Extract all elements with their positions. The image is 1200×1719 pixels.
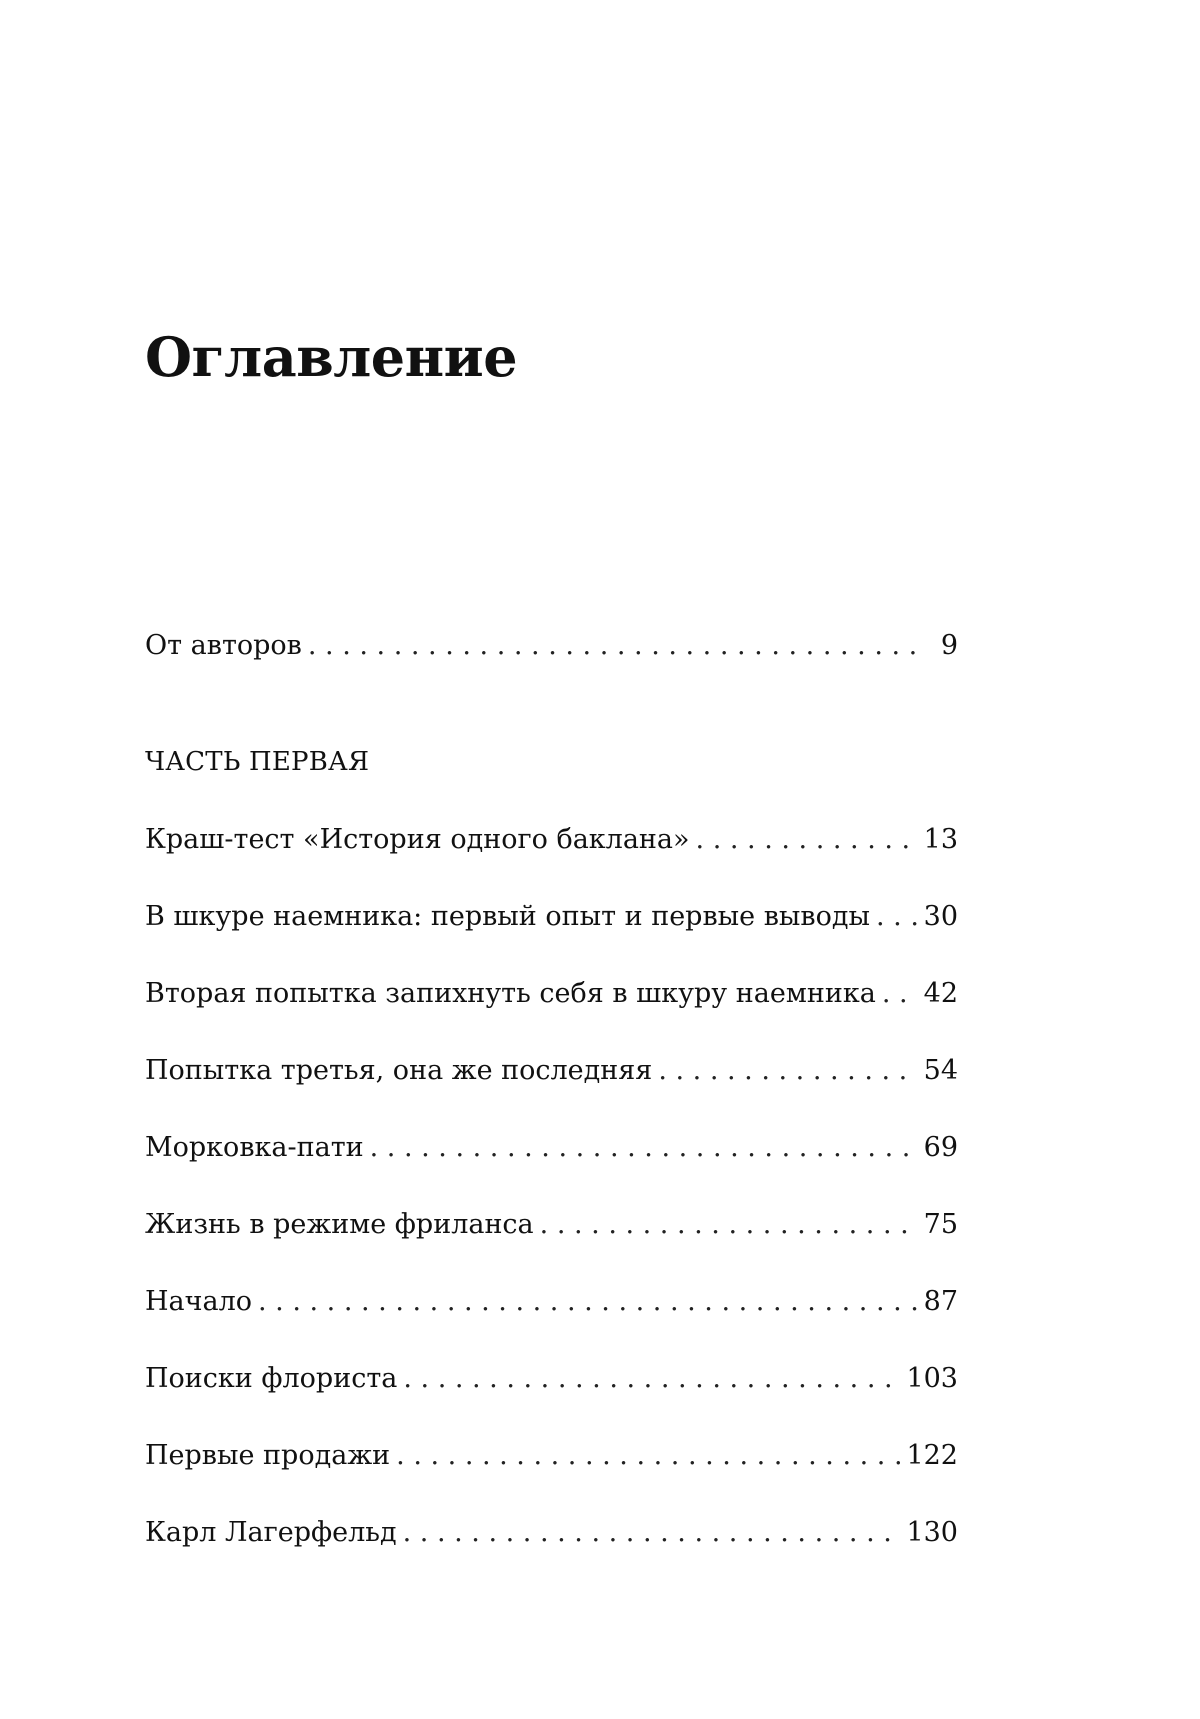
toc-entry-label: Карл Лагерфельд xyxy=(145,1517,397,1548)
toc-entry-page: 75 xyxy=(923,1209,958,1240)
toc-entry xyxy=(145,1207,958,1243)
toc-dot-leader xyxy=(308,628,928,664)
toc-entry xyxy=(145,1284,958,1320)
toc-entry-label: Морковка-пати xyxy=(145,1132,364,1163)
toc-entry xyxy=(145,1053,958,1089)
toc-entry xyxy=(145,1515,958,1551)
toc-dot-leader xyxy=(396,1438,900,1474)
toc-dot-leader xyxy=(696,822,918,858)
toc-entry-label: Поиски флориста xyxy=(145,1363,398,1394)
toc-dot-leader xyxy=(540,1207,918,1243)
toc-dot-leader xyxy=(258,1284,918,1320)
toc-dot-leader xyxy=(403,1515,901,1551)
toc-entry-page: 13 xyxy=(923,824,958,855)
toc-entry xyxy=(145,899,958,935)
toc-entry-page: 9 xyxy=(940,630,958,661)
toc-entry-label: Первые продажи xyxy=(145,1440,391,1471)
toc-title: Оглавление xyxy=(145,325,518,389)
toc-dot-leader xyxy=(876,899,918,935)
toc-entry xyxy=(145,1361,958,1397)
toc-entry-label: В шкуре наемника: первый опыт и первые выводы xyxy=(145,901,870,932)
toc-entry xyxy=(145,1130,958,1166)
toc-entry-page: 130 xyxy=(906,1517,958,1548)
toc-entry-label: Начало xyxy=(145,1286,252,1317)
toc-dot-leader xyxy=(370,1130,918,1166)
toc-entry-page: 54 xyxy=(923,1055,958,1086)
toc-part-heading: ЧАСТЬ ПЕРВАЯ xyxy=(145,747,370,777)
toc-entry-page: 42 xyxy=(923,978,958,1009)
toc-dot-leader xyxy=(658,1053,917,1089)
toc-entry-page: 87 xyxy=(923,1286,958,1317)
toc-entry xyxy=(145,976,958,1012)
toc-entry-label: Попытка третья, она же последняя xyxy=(145,1055,653,1086)
toc-entry-label: Краш-тест «История одного баклана» xyxy=(145,824,690,855)
toc-dot-leader xyxy=(882,976,918,1012)
toc-entry-label: От авторов xyxy=(145,630,302,661)
toc-entry-page: 122 xyxy=(906,1440,958,1471)
toc-dot-leader xyxy=(403,1361,900,1397)
toc-entry xyxy=(145,628,958,664)
toc-entry-page: 69 xyxy=(923,1132,958,1163)
toc-entry xyxy=(145,822,958,858)
toc-entry-label: Вторая попытка запихнуть себя в шкуру наемника xyxy=(145,978,876,1009)
toc-entry-page: 103 xyxy=(906,1363,958,1394)
toc-entry-label: Жизнь в режиме фриланса xyxy=(145,1209,534,1240)
toc-entry xyxy=(145,1438,958,1474)
toc-entry-page: 30 xyxy=(923,901,958,932)
